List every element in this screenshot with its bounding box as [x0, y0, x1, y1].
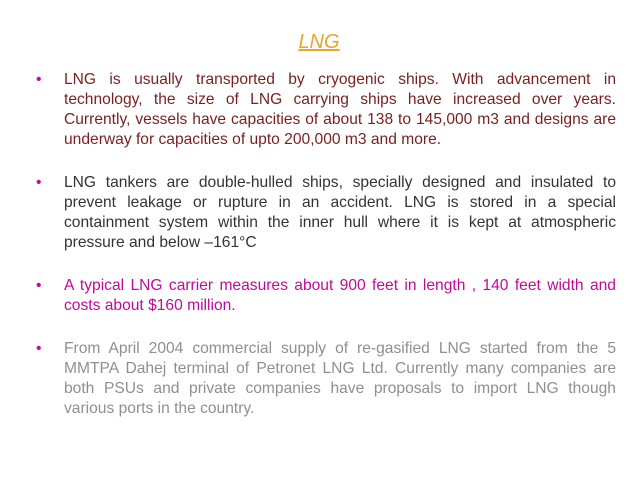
bullet-dot-icon: • [36, 340, 42, 357]
bullet-item-2 [36, 173, 616, 253]
bullet-text-3: A typical LNG carrier measures about 900 feet in length , 140 feet width and costs about $160 million. [64, 277, 616, 314]
bullet-text-2: LNG tankers are double-hulled ships, specially designed and insulated to prevent leakage or rupture in an accident. LNG is stored in a special containment system within the inner hull where it is kept at atmospheric pressure and below –161°C [64, 174, 616, 251]
bullet-text-4: From April 2004 commercial supply of re-gasified LNG started from the 5 MMTPA Dahej terminal of Petronet LNG Ltd. Currently many companies are both PSUs and private companies have proposals to import LNG though various ports in the country. [64, 340, 616, 417]
bullet-item-1 [36, 70, 616, 150]
bullet-text-1: LNG is usually transported by cryogenic ships. With advancement in technology, the size of LNG carrying ships have increased over years. Currently, vessels have capacities of about 138 to 145,000 m3 and designs are underway for capacities of upto 200,000 m3 and more. [64, 71, 616, 148]
bullet-item-4 [36, 339, 616, 419]
bullet-dot-icon: • [36, 277, 42, 294]
bullet-list [36, 70, 616, 442]
bullet-dot-icon: • [36, 71, 42, 88]
slide-title: LNG [298, 31, 340, 53]
bullet-item-3 [36, 276, 616, 316]
bullet-dot-icon: • [36, 174, 42, 191]
